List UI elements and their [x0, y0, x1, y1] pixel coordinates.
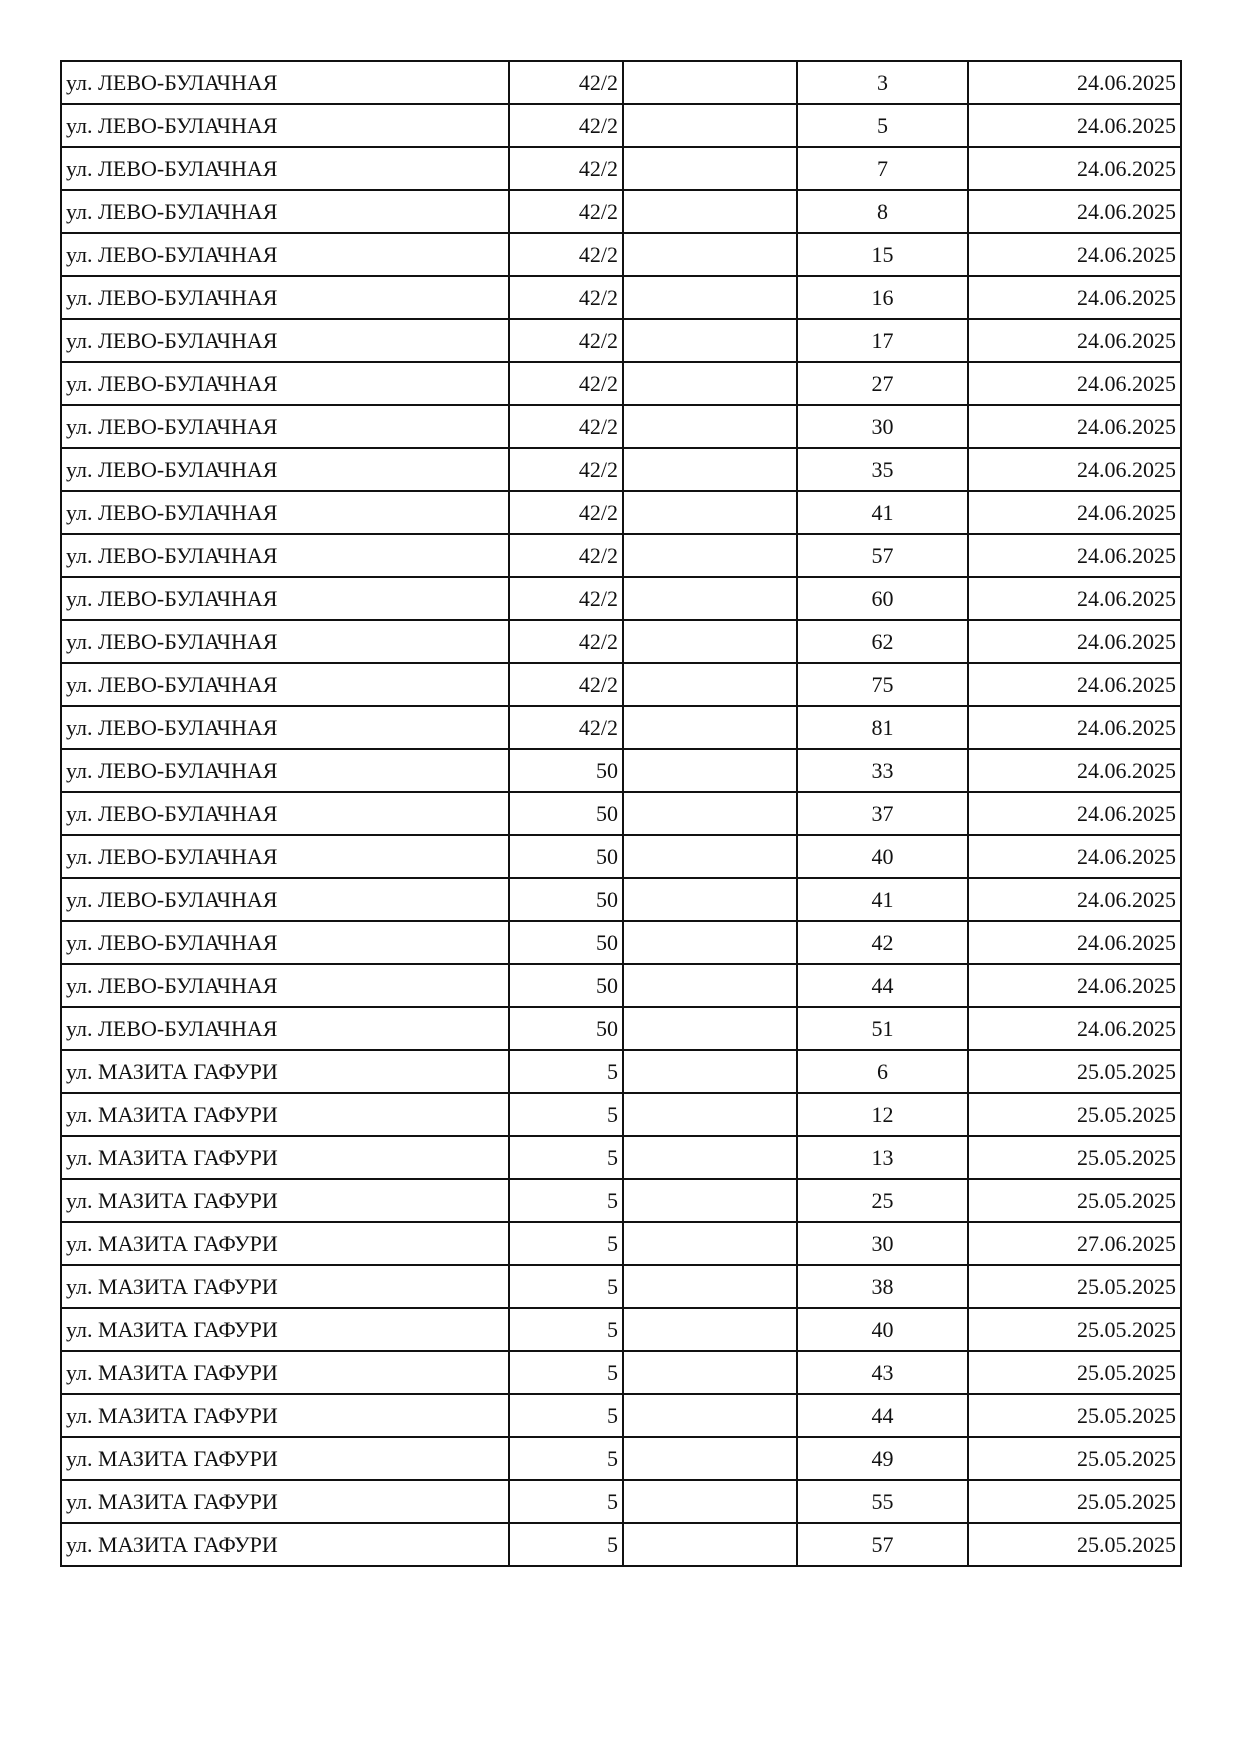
date-cell: 24.06.2025: [968, 534, 1181, 577]
date-cell: 24.06.2025: [968, 878, 1181, 921]
table-row: [61, 749, 1181, 792]
house-number-cell: 50: [509, 921, 623, 964]
date-cell: 24.06.2025: [968, 491, 1181, 534]
apartment-cell: 37: [797, 792, 968, 835]
table-row: [61, 1050, 1181, 1093]
street-cell: ул. ЛЕВО-БУЛАЧНАЯ: [61, 878, 509, 921]
apartment-cell: 5: [797, 104, 968, 147]
street-cell: ул. ЛЕВО-БУЛАЧНАЯ: [61, 276, 509, 319]
apartment-cell: 81: [797, 706, 968, 749]
table-row: [61, 1523, 1181, 1566]
building-cell: [623, 964, 797, 1007]
house-number-cell: 42/2: [509, 577, 623, 620]
house-number-cell: 5: [509, 1093, 623, 1136]
apartment-cell: 44: [797, 964, 968, 1007]
street-cell: ул. ЛЕВО-БУЛАЧНАЯ: [61, 61, 509, 104]
building-cell: [623, 706, 797, 749]
house-number-cell: 42/2: [509, 362, 623, 405]
house-number-cell: 5: [509, 1394, 623, 1437]
apartment-cell: 17: [797, 319, 968, 362]
building-cell: [623, 276, 797, 319]
building-cell: [623, 534, 797, 577]
date-cell: 24.06.2025: [968, 964, 1181, 1007]
date-cell: 24.06.2025: [968, 835, 1181, 878]
house-number-cell: 5: [509, 1480, 623, 1523]
building-cell: [623, 663, 797, 706]
table-row: [61, 1265, 1181, 1308]
apartment-cell: 44: [797, 1394, 968, 1437]
apartment-cell: 57: [797, 534, 968, 577]
building-cell: [623, 1222, 797, 1265]
table-row: [61, 577, 1181, 620]
date-cell: 24.06.2025: [968, 620, 1181, 663]
house-number-cell: 42/2: [509, 190, 623, 233]
house-number-cell: 5: [509, 1222, 623, 1265]
table-row: [61, 147, 1181, 190]
date-cell: 24.06.2025: [968, 663, 1181, 706]
house-number-cell: 42/2: [509, 276, 623, 319]
building-cell: [623, 362, 797, 405]
apartment-cell: 6: [797, 1050, 968, 1093]
street-cell: ул. ЛЕВО-БУЛАЧНАЯ: [61, 577, 509, 620]
building-cell: [623, 1480, 797, 1523]
house-number-cell: 5: [509, 1437, 623, 1480]
table-row: [61, 1351, 1181, 1394]
building-cell: [623, 1265, 797, 1308]
house-number-cell: 42/2: [509, 620, 623, 663]
date-cell: 25.05.2025: [968, 1179, 1181, 1222]
house-number-cell: 42/2: [509, 491, 623, 534]
date-cell: 24.06.2025: [968, 61, 1181, 104]
street-cell: ул. МАЗИТА ГАФУРИ: [61, 1394, 509, 1437]
street-cell: ул. МАЗИТА ГАФУРИ: [61, 1437, 509, 1480]
apartment-cell: 62: [797, 620, 968, 663]
table-row: [61, 61, 1181, 104]
table-row: [61, 1179, 1181, 1222]
table-row: [61, 405, 1181, 448]
building-cell: [623, 405, 797, 448]
house-number-cell: 5: [509, 1136, 623, 1179]
table-row: [61, 190, 1181, 233]
apartment-cell: 40: [797, 835, 968, 878]
street-cell: ул. ЛЕВО-БУЛАЧНАЯ: [61, 749, 509, 792]
apartment-cell: 35: [797, 448, 968, 491]
house-number-cell: 42/2: [509, 706, 623, 749]
apartment-cell: 16: [797, 276, 968, 319]
building-cell: [623, 1136, 797, 1179]
street-cell: ул. ЛЕВО-БУЛАЧНАЯ: [61, 921, 509, 964]
house-number-cell: 42/2: [509, 233, 623, 276]
street-cell: ул. ЛЕВО-БУЛАЧНАЯ: [61, 147, 509, 190]
table-row: [61, 964, 1181, 1007]
street-cell: ул. МАЗИТА ГАФУРИ: [61, 1136, 509, 1179]
building-cell: [623, 1179, 797, 1222]
table-row: [61, 1093, 1181, 1136]
apartment-cell: 49: [797, 1437, 968, 1480]
building-cell: [623, 319, 797, 362]
table-row: [61, 620, 1181, 663]
date-cell: 24.06.2025: [968, 233, 1181, 276]
house-number-cell: 5: [509, 1265, 623, 1308]
table-row: [61, 1437, 1181, 1480]
apartment-cell: 41: [797, 878, 968, 921]
date-cell: 24.06.2025: [968, 104, 1181, 147]
building-cell: [623, 448, 797, 491]
apartment-cell: 30: [797, 405, 968, 448]
date-cell: 25.05.2025: [968, 1480, 1181, 1523]
apartment-cell: 25: [797, 1179, 968, 1222]
building-cell: [623, 1394, 797, 1437]
street-cell: ул. МАЗИТА ГАФУРИ: [61, 1050, 509, 1093]
table-row: [61, 1394, 1181, 1437]
apartment-cell: 27: [797, 362, 968, 405]
house-number-cell: 42/2: [509, 61, 623, 104]
street-cell: ул. ЛЕВО-БУЛАЧНАЯ: [61, 362, 509, 405]
street-cell: ул. ЛЕВО-БУЛАЧНАЯ: [61, 792, 509, 835]
apartment-cell: 55: [797, 1480, 968, 1523]
street-cell: ул. ЛЕВО-БУЛАЧНАЯ: [61, 491, 509, 534]
house-number-cell: 42/2: [509, 534, 623, 577]
street-cell: ул. ЛЕВО-БУЛАЧНАЯ: [61, 104, 509, 147]
building-cell: [623, 491, 797, 534]
apartment-cell: 38: [797, 1265, 968, 1308]
street-cell: ул. МАЗИТА ГАФУРИ: [61, 1523, 509, 1566]
building-cell: [623, 190, 797, 233]
building-cell: [623, 749, 797, 792]
building-cell: [623, 1523, 797, 1566]
table-row: [61, 1007, 1181, 1050]
building-cell: [623, 921, 797, 964]
building-cell: [623, 1007, 797, 1050]
street-cell: ул. ЛЕВО-БУЛАЧНАЯ: [61, 534, 509, 577]
table-row: [61, 921, 1181, 964]
apartment-cell: 40: [797, 1308, 968, 1351]
apartment-cell: 33: [797, 749, 968, 792]
apartment-cell: 12: [797, 1093, 968, 1136]
table-row: [61, 835, 1181, 878]
table-row: [61, 1308, 1181, 1351]
building-cell: [623, 792, 797, 835]
date-cell: 24.06.2025: [968, 792, 1181, 835]
table-row: [61, 1222, 1181, 1265]
table-row: [61, 448, 1181, 491]
table-row: [61, 792, 1181, 835]
table-row: [61, 491, 1181, 534]
house-number-cell: 5: [509, 1351, 623, 1394]
apartment-cell: 57: [797, 1523, 968, 1566]
house-number-cell: 42/2: [509, 663, 623, 706]
date-cell: 25.05.2025: [968, 1523, 1181, 1566]
street-cell: ул. ЛЕВО-БУЛАЧНАЯ: [61, 964, 509, 1007]
table-row: [61, 233, 1181, 276]
street-cell: ул. МАЗИТА ГАФУРИ: [61, 1308, 509, 1351]
date-cell: 25.05.2025: [968, 1050, 1181, 1093]
house-number-cell: 42/2: [509, 319, 623, 362]
building-cell: [623, 878, 797, 921]
apartment-cell: 60: [797, 577, 968, 620]
date-cell: 24.06.2025: [968, 1007, 1181, 1050]
apartment-cell: 8: [797, 190, 968, 233]
table-row: [61, 534, 1181, 577]
building-cell: [623, 620, 797, 663]
building-cell: [623, 1050, 797, 1093]
street-cell: ул. ЛЕВО-БУЛАЧНАЯ: [61, 405, 509, 448]
building-cell: [623, 233, 797, 276]
date-cell: 25.05.2025: [968, 1265, 1181, 1308]
table-row: [61, 276, 1181, 319]
date-cell: 24.06.2025: [968, 706, 1181, 749]
street-cell: ул. ЛЕВО-БУЛАЧНАЯ: [61, 233, 509, 276]
date-cell: 24.06.2025: [968, 190, 1181, 233]
building-cell: [623, 577, 797, 620]
street-cell: ул. ЛЕВО-БУЛАЧНАЯ: [61, 1007, 509, 1050]
date-cell: 24.06.2025: [968, 319, 1181, 362]
building-cell: [623, 147, 797, 190]
address-table: [60, 60, 1182, 1567]
table-row: [61, 362, 1181, 405]
apartment-cell: 42: [797, 921, 968, 964]
building-cell: [623, 104, 797, 147]
date-cell: 24.06.2025: [968, 405, 1181, 448]
table-row: [61, 104, 1181, 147]
street-cell: ул. МАЗИТА ГАФУРИ: [61, 1093, 509, 1136]
house-number-cell: 50: [509, 749, 623, 792]
apartment-cell: 13: [797, 1136, 968, 1179]
date-cell: 25.05.2025: [968, 1351, 1181, 1394]
building-cell: [623, 835, 797, 878]
date-cell: 25.05.2025: [968, 1394, 1181, 1437]
building-cell: [623, 1351, 797, 1394]
street-cell: ул. ЛЕВО-БУЛАЧНАЯ: [61, 448, 509, 491]
street-cell: ул. ЛЕВО-БУЛАЧНАЯ: [61, 706, 509, 749]
house-number-cell: 50: [509, 835, 623, 878]
building-cell: [623, 61, 797, 104]
date-cell: 25.05.2025: [968, 1093, 1181, 1136]
date-cell: 24.06.2025: [968, 921, 1181, 964]
house-number-cell: 50: [509, 878, 623, 921]
house-number-cell: 42/2: [509, 104, 623, 147]
street-cell: ул. ЛЕВО-БУЛАЧНАЯ: [61, 319, 509, 362]
apartment-cell: 7: [797, 147, 968, 190]
table-row: [61, 706, 1181, 749]
house-number-cell: 5: [509, 1523, 623, 1566]
date-cell: 25.05.2025: [968, 1136, 1181, 1179]
date-cell: 24.06.2025: [968, 448, 1181, 491]
street-cell: ул. ЛЕВО-БУЛАЧНАЯ: [61, 620, 509, 663]
house-number-cell: 42/2: [509, 405, 623, 448]
street-cell: ул. ЛЕВО-БУЛАЧНАЯ: [61, 835, 509, 878]
house-number-cell: 5: [509, 1308, 623, 1351]
table-row: [61, 1136, 1181, 1179]
building-cell: [623, 1308, 797, 1351]
street-cell: ул. МАЗИТА ГАФУРИ: [61, 1222, 509, 1265]
table-row: [61, 663, 1181, 706]
house-number-cell: 50: [509, 792, 623, 835]
house-number-cell: 50: [509, 1007, 623, 1050]
street-cell: ул. МАЗИТА ГАФУРИ: [61, 1179, 509, 1222]
apartment-cell: 75: [797, 663, 968, 706]
table-row: [61, 1480, 1181, 1523]
table-row: [61, 878, 1181, 921]
street-cell: ул. МАЗИТА ГАФУРИ: [61, 1351, 509, 1394]
building-cell: [623, 1093, 797, 1136]
date-cell: 24.06.2025: [968, 749, 1181, 792]
date-cell: 27.06.2025: [968, 1222, 1181, 1265]
apartment-cell: 30: [797, 1222, 968, 1265]
street-cell: ул. ЛЕВО-БУЛАЧНАЯ: [61, 190, 509, 233]
table-body: [61, 61, 1181, 1566]
date-cell: 24.06.2025: [968, 577, 1181, 620]
building-cell: [623, 1437, 797, 1480]
street-cell: ул. МАЗИТА ГАФУРИ: [61, 1480, 509, 1523]
apartment-cell: 15: [797, 233, 968, 276]
date-cell: 25.05.2025: [968, 1437, 1181, 1480]
date-cell: 24.06.2025: [968, 147, 1181, 190]
date-cell: 25.05.2025: [968, 1308, 1181, 1351]
apartment-cell: 3: [797, 61, 968, 104]
table-row: [61, 319, 1181, 362]
house-number-cell: 5: [509, 1179, 623, 1222]
house-number-cell: 50: [509, 964, 623, 1007]
house-number-cell: 5: [509, 1050, 623, 1093]
date-cell: 24.06.2025: [968, 276, 1181, 319]
street-cell: ул. МАЗИТА ГАФУРИ: [61, 1265, 509, 1308]
date-cell: 24.06.2025: [968, 362, 1181, 405]
apartment-cell: 41: [797, 491, 968, 534]
apartment-cell: 51: [797, 1007, 968, 1050]
house-number-cell: 42/2: [509, 448, 623, 491]
street-cell: ул. ЛЕВО-БУЛАЧНАЯ: [61, 663, 509, 706]
house-number-cell: 42/2: [509, 147, 623, 190]
apartment-cell: 43: [797, 1351, 968, 1394]
